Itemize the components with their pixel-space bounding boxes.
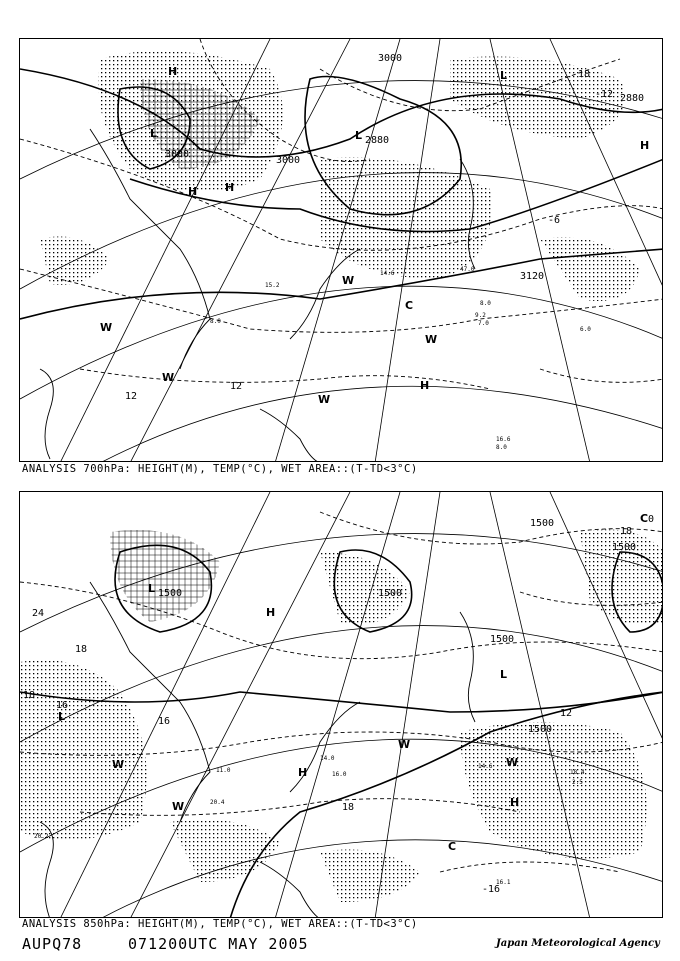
caption-700hpa: ANALYSIS 700hPa: HEIGHT(M), TEMP(°C), WET AREA::(T-TD<3°C) [22,463,418,475]
temp-label: 18 [342,802,355,813]
height-label: 1500 [612,542,637,553]
caption-850hpa: ANALYSIS 850hPa: HEIGHT(M), TEMP(°C), WET AREA::(T-TD<3°C) [22,918,418,930]
height-label: 1500 [158,588,183,599]
high-center: H [188,185,198,198]
temp-label: -12 [595,89,614,100]
temp-label: 16 [158,716,171,727]
station-value: 9.2 [475,312,486,319]
low-center: L [58,710,66,723]
height-label: 2880 [620,93,645,104]
temp-label: 18 [620,526,633,537]
warm-center: W [100,321,113,334]
temp-label: 16 [56,700,69,711]
map-850hpa-svg [20,492,663,918]
temp-label: -16 [482,884,501,895]
low-center: L [500,69,508,82]
cold-center: C [640,512,649,525]
high-center: H [640,139,650,152]
station-value: 15.2 [265,282,280,289]
station-value: 47.0 [460,266,475,273]
temp-label: 18 [23,690,36,701]
height-label: 3000 [378,53,403,64]
temp-label: 18 [75,644,88,655]
warm-center: W [172,800,185,813]
map-700hpa-svg [20,39,663,462]
temp-label: 0 [648,514,655,525]
station-value: 16.0 [332,771,347,778]
station-value: 7.0 [478,320,489,327]
analysis-700hpa-map [19,38,663,462]
high-center: H [168,65,178,78]
station-value: 11.0 [216,767,231,774]
low-center: L [150,127,158,140]
temp-label: 12 [125,391,138,402]
temp-label: 18 [578,69,591,80]
agency-name: Japan Meteorological Agency [496,938,660,949]
height-label: 2880 [365,135,390,146]
station-value: 8.0 [480,300,491,307]
station-value: 14.6 [478,763,493,770]
station-value: 16.6 [496,436,511,443]
high-center: H [225,181,235,194]
station-value: 16.1 [496,879,511,886]
warm-center: W [398,738,411,751]
chart-code: AUPQ78 [22,935,83,953]
station-value: 8.0 [496,444,507,451]
warm-center: W [162,371,175,384]
station-value: 2.5 [572,779,583,786]
temp-label: -6 [548,215,561,226]
height-labels [158,518,636,735]
analysis-850hpa-map [19,491,663,918]
height-label: 3000 [165,149,190,160]
height-label: 1500 [528,724,553,735]
valid-time: 071200UTC MAY 2005 [128,935,309,953]
cold-center: C [448,840,457,853]
height-label: 1500 [490,634,515,645]
station-value: 8.0 [210,318,221,325]
low-center: L [355,129,363,142]
warm-center: W [342,274,355,287]
station-value: 6.0 [580,326,591,333]
temp-label: 12 [560,708,573,719]
station-value: 18.4 [570,769,585,776]
low-center: L [500,668,508,681]
warm-center: W [318,393,331,406]
high-center: H [510,796,520,809]
height-label: 3120 [520,271,545,282]
warm-center: W [506,756,519,769]
high-center: H [266,606,276,619]
cold-center: C [405,299,414,312]
warm-center: W [112,758,125,771]
temp-label: 12 [230,381,243,392]
height-label: 1500 [530,518,555,529]
high-center: H [298,766,308,779]
height-label: 1500 [378,588,403,599]
height-label: 3000 [276,155,301,166]
high-center: H [420,379,430,392]
low-center: L [148,582,156,595]
station-value: 14.6 [380,270,395,277]
station-value: 20.2 [34,833,49,840]
station-value: 14.0 [320,755,335,762]
warm-center: W [425,333,438,346]
temp-label: 24 [32,608,45,619]
station-value: 20.4 [210,799,225,806]
